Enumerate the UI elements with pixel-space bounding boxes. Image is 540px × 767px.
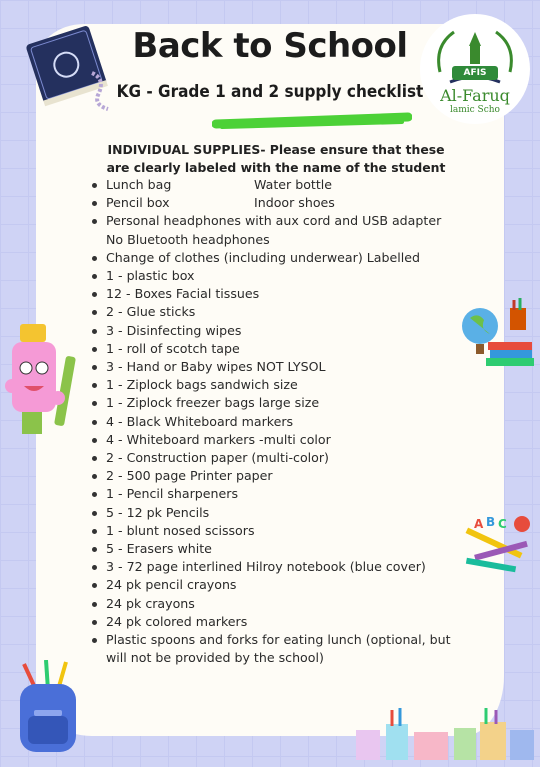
list-item: 2 - Construction paper (multi-color) (90, 449, 470, 467)
page-title: Back to School (132, 26, 408, 66)
globe-books-icon (458, 298, 538, 368)
list-item: 3 - Disinfecting wipes (90, 322, 470, 340)
list-item: 5 - 12 pk Pencils (90, 504, 470, 522)
list-item: 24 pk crayons (90, 595, 470, 613)
list-item: 24 pk colored markers (90, 613, 470, 631)
list-item: 4 - Whiteboard markers -multi color (90, 431, 470, 449)
list-item: 24 pk pencil crayons (90, 576, 470, 594)
stationery-icon (352, 708, 538, 764)
logo-name: Al-Faruq (440, 86, 510, 105)
list-item: 1 - blunt nosed scissors (90, 522, 470, 540)
svg-text:A: A (474, 517, 484, 531)
list-item: Change of clothes (including underwear) Labelled (90, 249, 470, 267)
list-item: 12 - Boxes Facial tissues (90, 285, 470, 303)
list-item: 1 - Ziplock freezer bags large size (90, 394, 470, 412)
svg-text:C: C (498, 517, 507, 531)
list-item: 1 - plastic box (90, 267, 470, 285)
list-item: 2 - Glue sticks (90, 303, 470, 321)
list-item: 3 - 72 page interlined Hilroy notebook (blue cover) (90, 558, 470, 576)
list-item: 1 - roll of scotch tape (90, 340, 470, 358)
svg-text:B: B (486, 515, 496, 529)
backpack-icon (10, 660, 86, 756)
list-item: 3 - Hand or Baby wipes NOT LYSOL (90, 358, 470, 376)
supply-list (90, 176, 470, 667)
page-subtitle: KG - Grade 1 and 2 supply checklist (116, 82, 424, 102)
list-item: 4 - Black Whiteboard markers (90, 413, 470, 431)
list-item: 2 - 500 page Printer paper (90, 467, 470, 485)
list-item-second-column: Water bottle (254, 177, 333, 192)
section-heading: INDIVIDUAL SUPPLIES- Please ensure that these are clearly labeled with the name of the student (106, 142, 446, 175)
list-item: Plastic spoons and forks for eating lunch (optional, but will not be provided by the school) (90, 631, 466, 667)
list-item: 1 - Pencil sharpeners (90, 485, 470, 503)
highlighter-character-icon (2, 316, 82, 446)
list-item-second-column: Indoor shoes (254, 195, 335, 211)
list-item: Pencil box Indoor shoes (90, 194, 470, 212)
list-item: Personal headphones with aux cord and USB adapter No Bluetooth headphones (90, 212, 456, 248)
school-supplies-icon (460, 512, 538, 580)
logo-subtitle: lamic Scho (450, 105, 500, 115)
list-item: Lunch bag Water bottle (90, 176, 470, 194)
logo-badge: AFIS (452, 66, 498, 80)
brush-underline (212, 112, 412, 130)
school-logo (420, 14, 530, 124)
list-item: 5 - Erasers white (90, 540, 470, 558)
list-item: 1 - Ziplock bags sandwich size (90, 376, 470, 394)
